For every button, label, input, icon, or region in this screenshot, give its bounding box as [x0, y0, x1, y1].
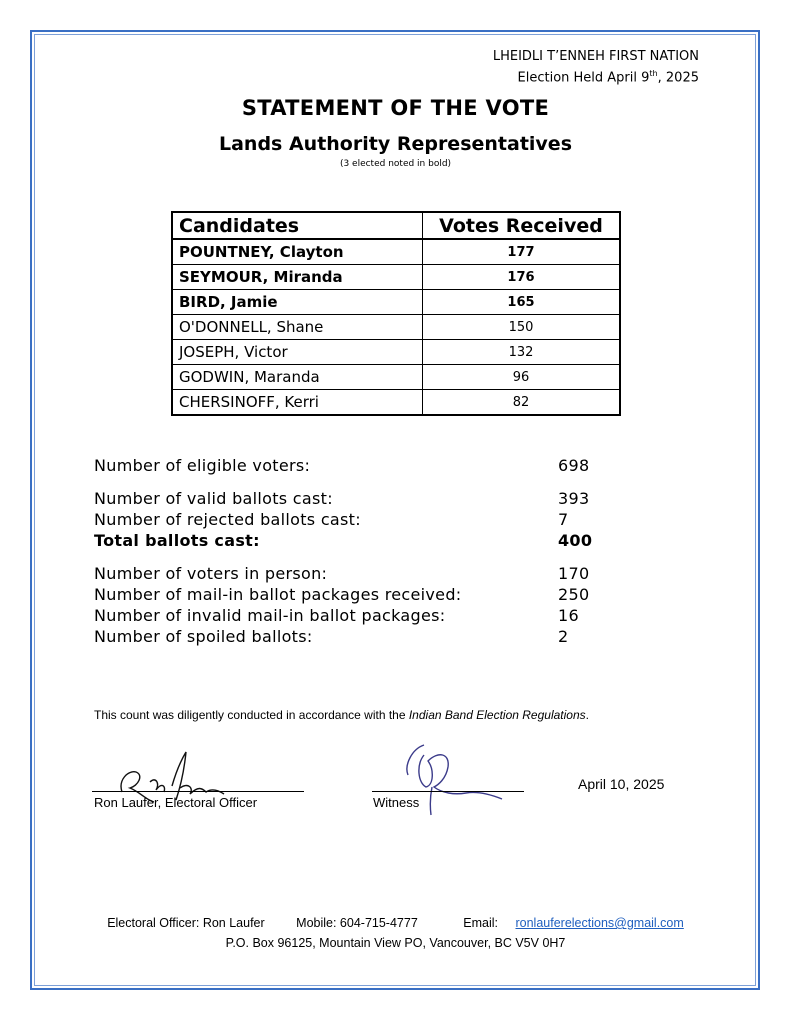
table-row — [172, 239, 620, 265]
footer-email-group: Email: ronlauferelections@gmail.com — [463, 916, 684, 930]
election-date: Election Held April 9th, 2025 — [517, 69, 699, 86]
table-row — [172, 390, 620, 416]
stat-value: 393 — [558, 489, 590, 508]
stat-label: Number of spoiled ballots: — [94, 627, 313, 646]
stat-valid-ballots — [94, 488, 654, 509]
footer-mobile: Mobile: 604-715-4777 — [296, 916, 418, 930]
stat-mail-in-invalid — [94, 605, 654, 626]
document-subtitle: Lands Authority Representatives — [218, 133, 572, 155]
stat-spoiled — [94, 626, 654, 647]
conduct-statement: This count was diligently conducted in accordance with the Indian Band Election Regulations. — [94, 708, 589, 722]
stat-label: Number of rejected ballots cast: — [94, 510, 361, 529]
candidate-name: O'DONNELL, Shane — [172, 315, 423, 340]
stat-rejected-ballots — [94, 509, 654, 530]
candidate-name: GODWIN, Maranda — [172, 365, 423, 390]
email-link[interactable]: ronlauferelections@gmail.com — [515, 916, 684, 930]
witness-signature-line — [372, 791, 524, 792]
signing-date: April 10, 2025 — [578, 776, 665, 792]
stat-value: 7 — [558, 510, 569, 529]
table-row — [172, 340, 620, 365]
candidate-votes: 176 — [423, 265, 621, 290]
footer-contact — [0, 916, 791, 930]
stat-label: Number of invalid mail-in ballot packages: — [94, 606, 446, 625]
stat-label: Number of valid ballots cast: — [94, 489, 333, 508]
stat-eligible-voters — [94, 455, 654, 476]
document-title: STATEMENT OF THE VOTE — [241, 96, 550, 120]
stat-value: 698 — [558, 456, 590, 475]
table-row — [172, 365, 620, 390]
stat-in-person — [94, 563, 654, 584]
officer-signature-line — [92, 791, 304, 792]
footer-address: P.O. Box 96125, Mountain View PO, Vancouver, BC V5V 0H7 — [225, 936, 566, 950]
candidate-votes: 177 — [423, 239, 621, 265]
stat-label: Total ballots cast: — [94, 531, 260, 550]
candidate-name: POUNTNEY, Clayton — [172, 239, 423, 265]
candidate-votes: 165 — [423, 290, 621, 315]
stat-value: 400 — [558, 531, 593, 550]
stat-value: 2 — [558, 627, 569, 646]
table-row — [172, 290, 620, 315]
organization-name: LHEIDLI T’ENNEH FIRST NATION — [492, 49, 699, 64]
candidate-votes: 150 — [423, 315, 621, 340]
stat-label: Number of mail-in ballot packages received: — [94, 585, 462, 604]
candidate-name: CHERSINOFF, Kerri — [172, 390, 423, 416]
stat-label: Number of eligible voters: — [94, 456, 311, 475]
results-table — [171, 211, 621, 416]
candidate-votes: 96 — [423, 365, 621, 390]
table-row — [172, 265, 620, 290]
candidate-name: SEYMOUR, Miranda — [172, 265, 423, 290]
candidate-name: BIRD, Jamie — [172, 290, 423, 315]
candidates-header: Candidates — [172, 212, 423, 239]
candidate-name: JOSEPH, Victor — [172, 340, 423, 365]
table-row — [172, 315, 620, 340]
stat-value: 170 — [558, 564, 590, 583]
elected-note: (3 elected noted in bold) — [339, 159, 452, 169]
header-block — [493, 48, 699, 86]
regulations-name: Indian Band Election Regulations — [408, 708, 586, 722]
ballot-statistics — [94, 455, 654, 647]
stat-label: Number of voters in person: — [94, 564, 328, 583]
candidate-votes: 132 — [423, 340, 621, 365]
candidate-votes: 82 — [423, 390, 621, 416]
footer-officer: Electoral Officer: Ron Laufer — [107, 916, 265, 930]
votes-header: Votes Received — [423, 212, 621, 239]
officer-signature-label: Ron Laufer, Electoral Officer — [94, 795, 258, 810]
table-header-row — [172, 212, 620, 239]
stat-value: 250 — [558, 585, 590, 604]
stat-total-ballots — [94, 530, 654, 551]
stat-mail-in-received — [94, 584, 654, 605]
witness-signature-label: Witness — [373, 795, 420, 810]
stat-value: 16 — [558, 606, 579, 625]
